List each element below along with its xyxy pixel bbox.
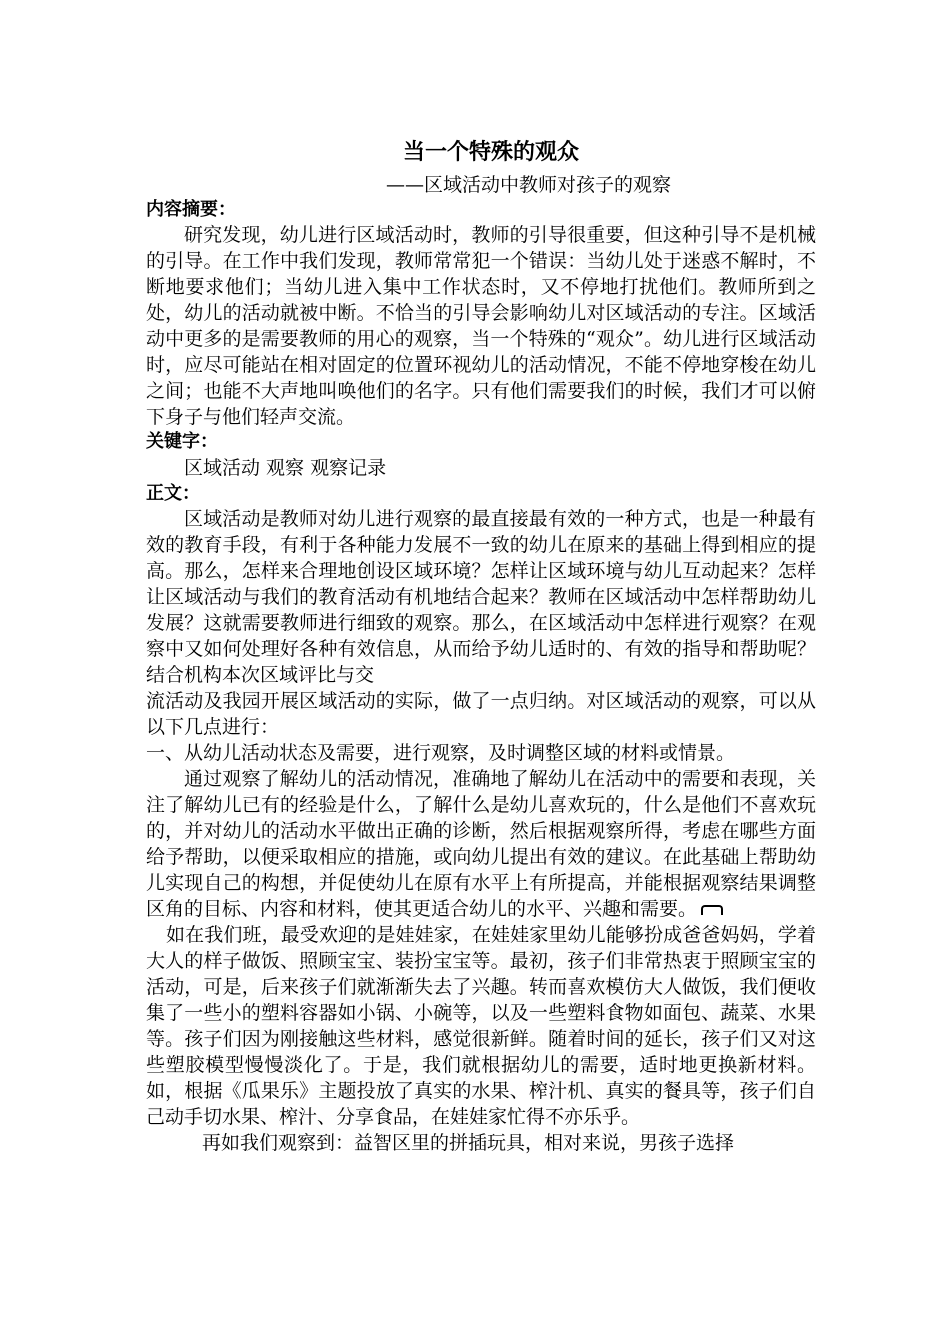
section-1-paragraph-2: 如在我们班，最受欢迎的是娃娃家，在娃娃家里幼儿能够扮成爸爸妈妈，学着大人的样子做饭、照顾宝宝、装扮宝宝等。最初，孩子们非常热衷于照顾宝宝的活动，可是，后来孩子们就渐渐失去了兴趣。转而喜欢模仿大人做饭，我们便收集了一些小的塑料容器如小锅、小碗等，以及一些塑料食物如面包、蔬菜、水果等。孩子们因为刚接触这些材料，感觉很新鲜。随着时间的延长，孩子们又对这些塑胶模型慢慢淡化了。于是，我们就根据幼儿的需要，适时地更换新材料。如，根据《瓜果乐》主题投放了真实的水果、榨汁机、真实的餐具等，孩子们自己动手切水果、榨汁、分享食品，在娃娃家忙得不亦乐乎。 xyxy=(146,924,816,1128)
document-subtitle: ——区域活动中教师对孩子的观察 xyxy=(386,174,672,196)
abstract-heading: 内容摘要： xyxy=(146,199,236,220)
body-paragraph-2: 流活动及我园开展区域活动的实际，做了一点归纳。对区域活动的观察，可以从以下几点进行： xyxy=(146,690,816,738)
abstract-paragraph: 研究发现，幼儿进行区域活动时，教师的引导很重要，但这种引导不是机械的引导。在工作中我们发现，教师常常犯一个错误：当幼儿处于迷惑不解时，不断地要求他们；当幼儿进入集中工作状态时，又不停地打扰他们。教师所到之处，幼儿的活动就被中断。不恰当的引导会影响幼儿对区域活动的专注。区域活动中更多的是需要教师的用心的观察，当一个特殊的“观众”。幼儿进行区域活动时，应尽可能站在相对固定的位置环视幼儿的活动情况，不能不停地穿梭在幼儿之间；也能不大声地叫唤他们的名字。只有他们需要我们的时候，我们才可以俯下身子与他们轻声交流。 xyxy=(146,224,816,428)
body-heading: 正文： xyxy=(146,483,200,504)
keywords-heading: 关键字： xyxy=(146,431,218,452)
document-page xyxy=(146,138,816,1156)
edit-mark-icon xyxy=(701,905,723,915)
document-title: 当一个特殊的观众 xyxy=(402,140,579,165)
keywords-text: 区域活动 观察 观察记录 xyxy=(184,457,387,479)
body-paragraph-1: 区域活动是教师对幼儿进行观察的最直接最有效的一种方式，也是一种最有效的教育手段，有利于各种能力发展不一致的幼儿在原来的基础上得到相应的提高。那么，怎样来合理地创设区域环境？怎样让区域环境与幼儿互动起来？怎样让区域活动与我们的教育活动有机地结合起来？教师在区域活动中怎样帮助幼儿发展？这就需要教师进行细致的观察。那么，在区域活动中怎样进行观察？在观察中又如何处理好各种有效信息，从而给予幼儿适时的、有效的指导和帮助呢？结合机构本次区域评比与交 xyxy=(146,508,816,686)
section-1-paragraph-3: 再如我们观察到：益智区里的拼插玩具，相对来说，男孩子选择 xyxy=(202,1132,735,1154)
section-1-paragraph-1-text: 通过观察了解幼儿的活动情况，准确地了解幼儿在活动中的需要和表现，关注了解幼儿已有的经验是什么，了解什么是幼儿喜欢玩的，什么是他们不喜欢玩的，并对幼儿的活动水平做出正确的诊断，然后根据观察所得，考虑在哪些方面给予帮助，以便采取相应的措施，或向幼儿提出有效的建议。在此基础上帮助幼儿实现自己的构想，并促使幼儿在原有水平上有所提高，并能根据观察结果调整区角的目标、内容和材料，使其更适合幼儿的水平、兴趣和需要。 xyxy=(146,768,816,920)
section-1-heading: 一、从幼儿活动状态及需要，进行观察，及时调整区域的材料或情景。 xyxy=(146,742,736,764)
section-1-paragraph-1 xyxy=(146,766,816,922)
